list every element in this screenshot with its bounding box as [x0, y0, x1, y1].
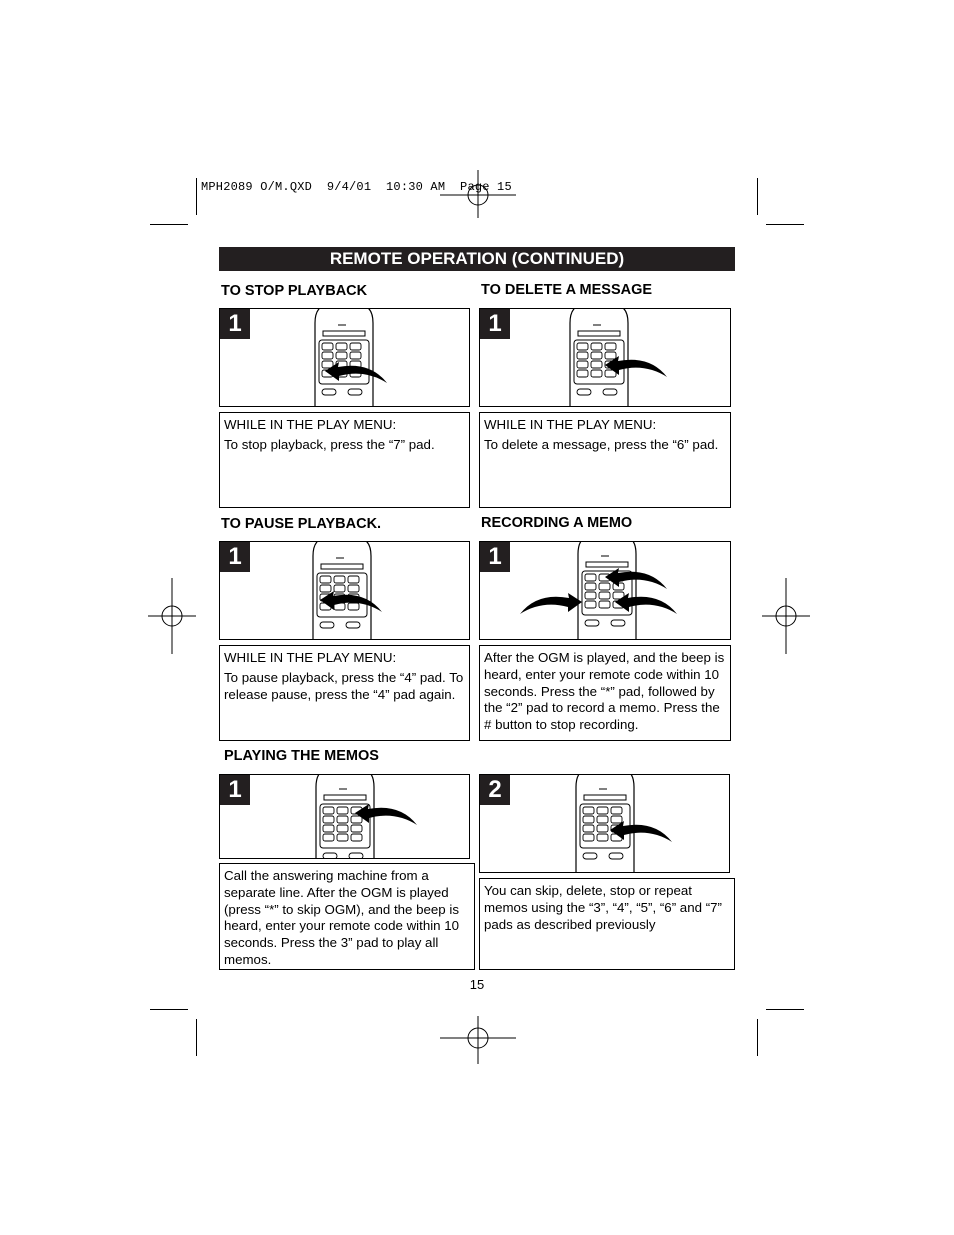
delete-message-heading: TO DELETE A MESSAGE — [481, 282, 653, 298]
instruction-text: To pause playback, press the “4” pad. To release pause, press the “4” pad again. — [224, 669, 464, 702]
recording-memo-illustration — [479, 541, 731, 640]
registration-mark-icon — [440, 170, 516, 218]
registration-mark-icon — [148, 578, 196, 654]
instruction-text: Call the answering machine from a separate line. After the OGM is played (press “*” to skip OGM), and the beep is heard, enter your remote code within 10 seconds. Press the 3” pad to play all memos. — [224, 868, 460, 967]
recording-memo-heading: RECORDING A MEMO — [481, 515, 633, 531]
remote-handset-icon — [480, 542, 731, 640]
playing-memos-step1-text — [219, 863, 475, 970]
curved-arrow-icon — [520, 593, 582, 614]
crop-mark — [757, 178, 758, 215]
instruction-text: To stop playback, press the “7” pad. — [224, 436, 435, 452]
crop-mark — [150, 224, 188, 225]
remote-handset-icon — [220, 309, 470, 407]
step-number: 2 — [480, 775, 510, 805]
remote-handset-icon — [480, 309, 731, 407]
registration-mark-icon — [762, 578, 810, 654]
pause-playback-illustration — [219, 541, 470, 640]
instruction-text: After the OGM is played, and the beep is heard, enter your remote code within 10 seconds. Press the “*” pad, followed by the “2” pad to record a memo. Press the # button to stop recording. — [484, 650, 725, 733]
page-number: 15 — [469, 977, 485, 992]
pause-playback-text — [219, 645, 470, 741]
crop-mark — [766, 224, 804, 225]
registration-mark-icon — [440, 1016, 516, 1064]
stop-playback-illustration — [219, 308, 470, 407]
section-banner: REMOTE OPERATION (CONTINUED) — [219, 247, 735, 271]
crop-mark — [150, 1009, 188, 1010]
instruction-text: You can skip, delete, stop or repeat memos using the “3”, “4”, “5”, “6” and “7” pads as described previously — [484, 883, 722, 932]
playing-memos-step2-text — [479, 878, 735, 970]
delete-message-text — [479, 412, 731, 508]
pause-playback-heading: TO PAUSE PLAYBACK. — [221, 516, 382, 532]
step-number: 1 — [480, 309, 510, 339]
remote-handset-icon — [220, 775, 470, 859]
step-number: 1 — [480, 542, 510, 572]
delete-message-illustration — [479, 308, 731, 407]
playing-memos-step2-illustration — [479, 774, 730, 873]
instruction-label: WHILE IN THE PLAY MENU: — [224, 417, 397, 432]
stop-playback-text — [219, 412, 470, 508]
crop-mark — [757, 1019, 758, 1056]
step-number: 1 — [220, 309, 250, 339]
instruction-label: WHILE IN THE PLAY MENU: — [484, 417, 657, 432]
remote-handset-icon — [220, 542, 470, 640]
instruction-text: To delete a message, press the “6” pad. — [484, 436, 719, 452]
crop-mark — [196, 178, 197, 215]
playing-memos-step1-illustration — [219, 774, 470, 859]
crop-mark — [766, 1009, 804, 1010]
recording-memo-text — [479, 645, 731, 741]
remote-handset-icon — [480, 775, 730, 873]
playing-memos-heading: PLAYING THE MEMOS — [224, 748, 379, 764]
instruction-label: WHILE IN THE PLAY MENU: — [224, 650, 397, 665]
step-number: 1 — [220, 542, 250, 572]
crop-mark — [196, 1019, 197, 1056]
stop-playback-heading: TO STOP PLAYBACK — [221, 283, 368, 299]
step-number: 1 — [220, 775, 250, 805]
print-slug: MPH2089 O/M.QXD 9/4/01 10:30 AM Page 15 — [201, 180, 512, 194]
